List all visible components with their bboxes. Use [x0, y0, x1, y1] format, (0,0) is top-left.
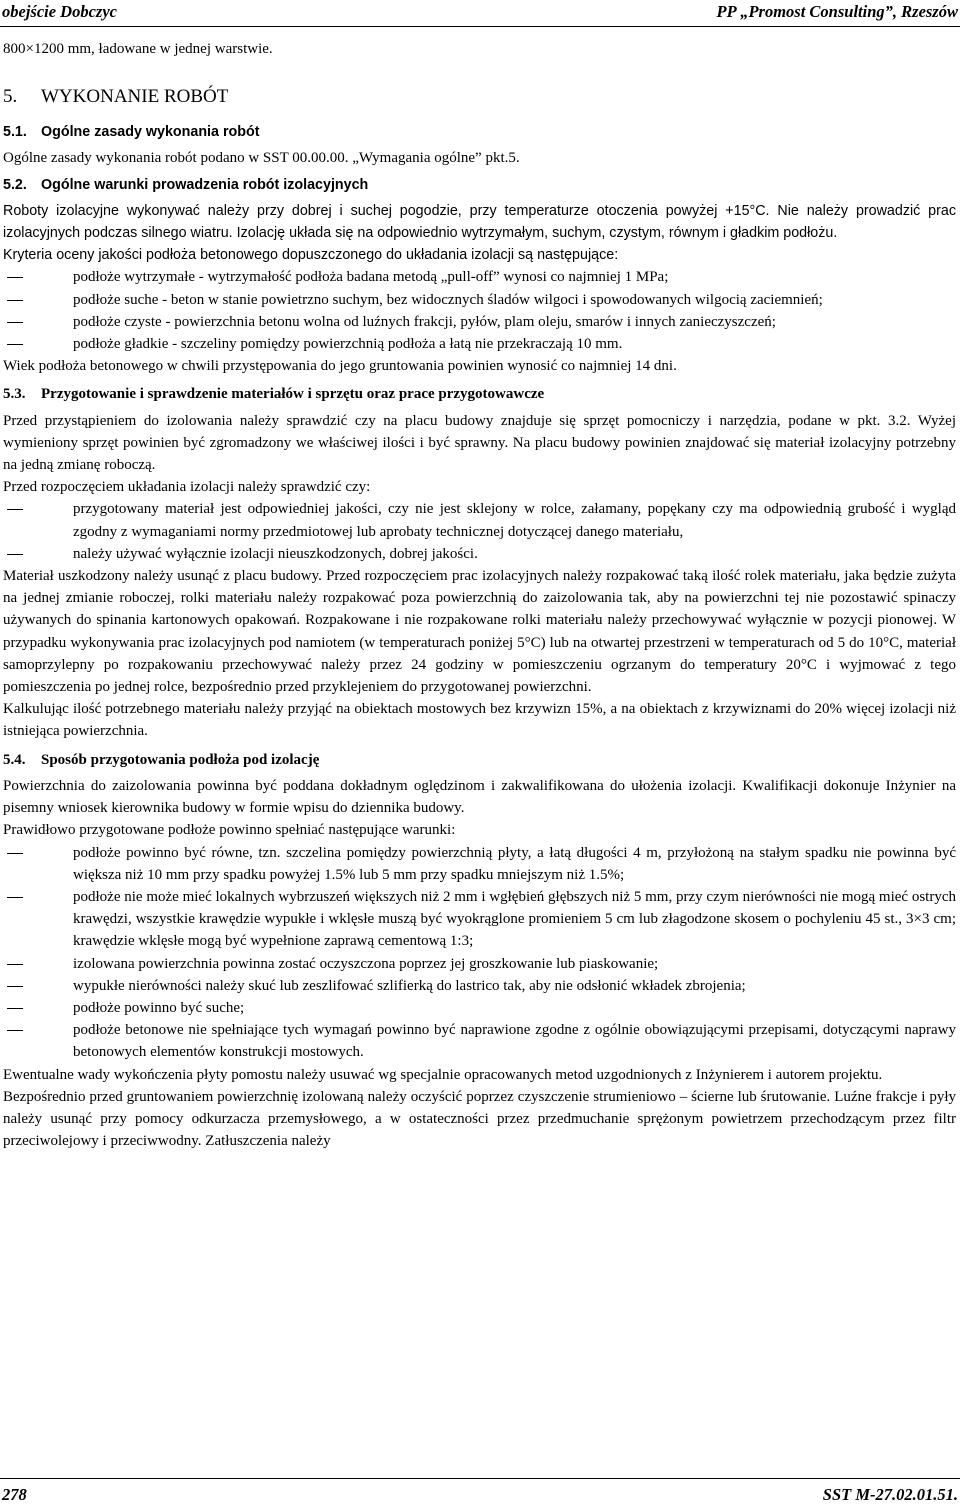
section-5-4-paragraph-4: Bezpośrednio przed gruntowaniem powierzchnię izolowaną należy oczyścić poprzez czyszczenie strumieniowo – ścierne lub śrutowanie. Luźne frakcje i pyły należy usunąć przy pomocy odkurzacza przemysłowego, a w ostateczności przez przedmuchanie sprężonym powietrzem przechodzącym przez filtr przeciwolejowy i przeciwwodny. Zatłuszczenia należy: [3, 1088, 956, 1150]
header-left-text: obejście Dobczyc: [2, 2, 117, 21]
intro-line: 800×1200 mm, ładowane w jednej warstwie.: [3, 41, 273, 57]
section-5-2-number: 5.2.: [3, 176, 27, 193]
section-5-4-heading: [3, 749, 956, 771]
list-item: podłoże gładkie - szczeliny pomiędzy powierzchnią podłoża a łatą nie przekraczają 10 mm.: [3, 333, 956, 355]
page-header: [0, 0, 960, 27]
section-5-3-number: 5.3.: [3, 386, 26, 403]
header-right-text: PP „Promost Consulting”, Rzeszów: [716, 2, 958, 21]
section-5-4-number: 5.4.: [3, 751, 26, 768]
list-item: podłoże betonowe nie spełniające tych wymagań powinno być naprawione zgodne z ogólnie obowiązującymi przepisami, dotyczącymi naprawy betonowych elementów konstrukcji mostowych.: [3, 1019, 956, 1063]
page-number: 278: [2, 1485, 27, 1504]
section-5-2-paragraph-1: Roboty izolacyjne wykonywać należy przy dobrej i suchej pogodzie, przy temperaturze otoczenia powyżej +15°C. Nie należy prowadzić prac izolacyjnych podczas silnego wiatru. Izolację układa się na odpowiednio wytrzymałym, suchym, czystym, równym i gładkim podłożu.: [3, 202, 956, 242]
section-5-2-paragraph-2: Kryteria oceny jakości podłoża betonowego dopuszczonego do układania izolacji są następujące:: [3, 247, 619, 264]
list-item: podłoże nie może mieć lokalnych wybrzuszeń większych niż 2 mm i wgłębień głębszych niż 5 mm, przy czym nierówności nie mogą mieć ostrych krawędzi, wszystkie krawędzie wypukłe i wklęsłe muszą być wyokrąglone promieniem 5 cm lub złagodzone skosem o pochyleniu 45 st., 3×3 cm; krawędzie wklęsłe mogą być wypełnione zaprawą cementową 1:3;: [3, 886, 956, 953]
section-5-number: 5.: [3, 86, 18, 108]
section-5-3-heading: [3, 383, 956, 405]
list-item: należy używać wyłącznie izolacji nieuszkodzonych, dobrej jakości.: [3, 543, 956, 565]
section-5-1-number: 5.1.: [3, 124, 27, 141]
list-item: podłoże powinno być równe, tzn. szczelina pomiędzy powierzchnią płyty, a łatą długości 4 m, przyłożoną na stałym spadku nie powinna być większa niż 10 mm przy spadku powyżej 1.5% lub 5 mm przy spadku mniejszym niż 1.5%;: [3, 842, 956, 886]
section-5-2-paragraph-3: Wiek podłoża betonowego w chwili przystępowania do jego gruntowania powinien wynosić co najmniej 14 dni.: [3, 358, 677, 375]
section-5-2-title: Ogólne warunki prowadzenia robót izolacyjnych: [41, 176, 369, 193]
section-5-1-heading: [3, 121, 956, 143]
list-item: podłoże czyste - powierzchnia betonu wolna od luźnych frakcji, pyłów, plam oleju, smarów i innych zanieczyszczeń;: [3, 311, 956, 333]
section-5-3-paragraph-4: Kalkulując ilość potrzebnego materiału należy przyjąć na obiektach mostowych bez krzywizn 15%, a na obiektach z krzywiznami do 20% więcej izolacji niż istniejąca powierzchnia.: [3, 701, 956, 740]
section-5-2-list: [3, 266, 956, 355]
section-5-2-heading: [3, 174, 956, 196]
document-body: [3, 38, 956, 1152]
list-item: przygotowany materiał jest odpowiedniej jakości, czy nie jest sklejony w rolce, załamany, popękany czy ma odpowiednią grubość i wygląd zgodny z wymaganiami normy przedmiotowej lub aprobaty technicznej dotyczącej danego materiału,: [3, 498, 956, 542]
section-5-4-list: [3, 842, 956, 1064]
section-5-4-paragraph-1: Powierzchnia do zaizolowania powinna być poddana dokładnym oględzinom i zakwalifikowana do ułożenia izolacji. Kwalifikacji dokonuje Inżynier na pisemny wniosek kierownika budowy w formie wpisu do dziennika budowy.: [3, 777, 956, 817]
list-item: wypukłe nierówności należy skuć lub zeszlifować szlifierką do lastrico tak, aby nie odsłonić wkładek zbrojenia;: [3, 975, 956, 997]
section-5-heading: [3, 85, 956, 109]
document-code: SST M-27.02.01.51.: [822, 1485, 958, 1504]
section-5-1-paragraph: Ogólne zasady wykonania robót podano w SST 00.00.00. „Wymagania ogólne” pkt.5.: [3, 150, 520, 167]
list-item: podłoże suche - beton w stanie powietrzno suchym, bez widocznych śladów wilgoci i spowodowanych wilgocią zaciemnień;: [3, 289, 956, 311]
section-5-4-paragraph-2: Prawidłowo przygotowane podłoże powinno spełniać następujące warunki:: [3, 822, 456, 839]
page-footer: [0, 1478, 960, 1507]
section-5-3-paragraph-3: Materiał uszkodzony należy usunąć z placu budowy. Przed rozpoczęciem prac izolacyjnych należy rozpakować taką ilość rolek materiału, jaka będzie zużyta na jednej zmianie roboczej, rolki materiału należy rozpakować poza powierzchnią do zaizolowania tak, aby na powierzchni tej nie pozostawić spinaczy używanych do spinania kartonowych opakowań. Rozpakowane i nie rozpakowane rolki materiału należy przechowywać wyłącznie w pozycji pionowej. W przypadku wykonywania prac izolacyjnych pod namiotem (w temperaturach poniżej 5°C) lub na otwartej przestrzeni w temperaturach od 5 do 10°C, materiał samoprzylepny po rozpakowaniu przechowywać należy przez 24 godziny w pomieszczeniu ogrzanym do temperatury 20°C i wyjmować z tego pomieszczenia po jednej rolce, bezpośrednio przed przyklejeniem do przygotowanej powierzchni.: [3, 568, 956, 696]
section-5-3-paragraph-2: Przed rozpoczęciem układania izolacji należy sprawdzić czy:: [3, 479, 371, 496]
section-5-title: WYKONANIE ROBÓT: [41, 86, 229, 108]
section-5-4-title: Sposób przygotowania podłoża pod izolację: [41, 751, 320, 768]
section-5-3-paragraph-1: Przed przystąpieniem do izolowania należy sprawdzić czy na placu budowy znajduje się sprzęt pomocniczy i narzędzia, podane w pkt. 3.2. Wyżej wymieniony sprzęt powinien być zgromadzony we właściwej ilości i być sprawny. Na placu budowy powinien znajdować się materiał izolacyjny potrzebny na jedną zmianę roboczą.: [3, 412, 956, 474]
list-item: podłoże wytrzymałe - wytrzymałość podłoża badana metodą „pull-off” wynosi co najmniej 1 MPa;: [3, 266, 956, 288]
list-item: podłoże powinno być suche;: [3, 997, 956, 1019]
section-5-3-list: [3, 498, 956, 565]
section-5-3-title: Przygotowanie i sprawdzenie materiałów i sprzętu oraz prace przygotowawcze: [41, 386, 545, 403]
section-5-1-title: Ogólne zasady wykonania robót: [41, 124, 260, 141]
list-item: izolowana powierzchnia powinna zostać oczyszczona poprzez jej groszkowanie lub piaskowanie;: [3, 953, 956, 975]
section-5-4-paragraph-3: Ewentualne wady wykończenia płyty pomostu należy usuwać wg specjalnie opracowanych metod uzgodnionych z Inżynierem i autorem projektu.: [3, 1066, 883, 1083]
